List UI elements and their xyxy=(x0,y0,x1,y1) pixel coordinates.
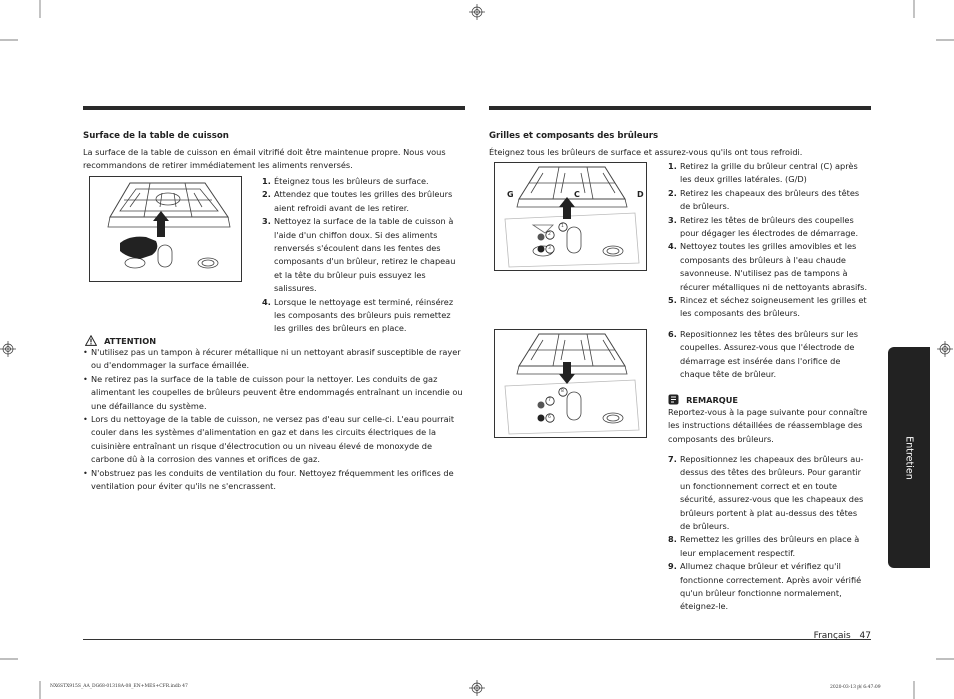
cooktop-cleaning-figure xyxy=(89,176,242,282)
left-step: 3. Nettoyez la surface de la table de cuisson à l'aide d'un chiffon doux. Si des aliments renversés s'écoulent dans les fentes des composants d'un brûleur, retirez le chapeau et la tête du brûleur puis essuyez les salissures. xyxy=(262,216,456,294)
attention-label: ATTENTION xyxy=(104,335,157,346)
grate-removal-figure xyxy=(494,162,647,271)
attention-list xyxy=(83,346,465,493)
right-step: 7. Repositionnez les chapeaux des brûleurs au-dessus des têtes des brûleurs. Pour garantir un fonctionnement correct et en toute sécurité, assurez-vous que les chapeaux des brûleurs portent à plat au-dessus des têtes de brûleurs. xyxy=(668,454,864,532)
right-heading: Grilles et composants des brûleurs xyxy=(489,131,659,141)
remarque-label: REMARQUE xyxy=(686,394,738,405)
left-step: 1. Éteignez tous les brûleurs de surface. xyxy=(262,176,429,186)
callout-2: 2 xyxy=(548,232,551,237)
left-step: 4. Lorsque le nettoyage est terminé, réinsérez les composants des brûleurs puis remettez les grilles des brûleurs en place. xyxy=(262,296,454,334)
right-header-rule xyxy=(489,106,871,110)
callout-8: 8 xyxy=(561,389,564,394)
attention-item: • N'obstruez pas les conduits de ventilation du four. Nettoyez fréquemment les orifices de ventilation pour éviter qu'ils ne s'encrassent. xyxy=(83,467,465,494)
right-steps-c xyxy=(668,453,868,614)
left-header-rule xyxy=(83,106,465,110)
left-heading: Surface de la table de cuisson xyxy=(83,131,229,141)
callout-3: 3 xyxy=(548,246,551,251)
right-intro: Éteignez tous les brûleurs de surface et assurez-vous qu'ils ont tous refroidi. xyxy=(489,147,803,157)
registration-mark-top xyxy=(469,4,485,20)
right-step: 3. Retirez les têtes de brûleurs des coupelles pour dégager les électrodes de démarrage. xyxy=(668,214,859,239)
footer-rule xyxy=(83,639,871,640)
print-date-info: 2020-03-13 ㎺ 6:47:09 xyxy=(830,685,881,690)
callout-6: 6 xyxy=(548,415,551,420)
right-step: 2. Retirez les chapeaux des brûleurs des têtes de brûleurs. xyxy=(668,187,860,212)
right-step: 9. Allumez chaque brûleur et vérifiez qu'il fonctionne correctement. Après avoir vérifié qu'un brûleur fonctionne normalement, éteignez-le. xyxy=(668,561,862,612)
right-step: 1. Retirez la grille du brûleur central (C) après les deux grilles latérales. (G/D) xyxy=(668,161,858,185)
figure-label-g: G xyxy=(507,190,514,199)
page-number: 47 xyxy=(859,631,871,641)
callout-7: 7 xyxy=(548,398,551,403)
remarque-header xyxy=(668,389,738,405)
burner-reassembly-figure xyxy=(494,329,647,438)
footer xyxy=(780,631,871,641)
callout-1: 1 xyxy=(561,224,564,229)
right-steps-b xyxy=(668,328,868,382)
note-icon xyxy=(668,394,679,405)
attention-item: • N'utilisez pas un tampon à récurer métallique ni un nettoyant abrasif susceptible de rayer ou d'endommager la surface émaillée. xyxy=(83,346,465,373)
right-step: 6. Repositionnez les têtes des brûleurs sur les coupelles. Assurez-vous que l'électrode de démarrage est insérée dans l'orifice de chaque tête de brûleur. xyxy=(668,329,859,380)
footer-language: Français xyxy=(813,631,851,641)
right-step: 5. Rincez et séchez soigneusement les grilles et les composants des brûleurs. xyxy=(668,295,867,319)
registration-mark-right xyxy=(937,341,953,357)
section-tab[interactable] xyxy=(888,347,930,568)
left-step: 2. Attendez que toutes les grilles des brûleurs aient refroidi avant de les retirer. xyxy=(262,189,453,213)
attention-item: • Lors du nettoyage de la table de cuisson, ne versez pas d'eau sur celle-ci. L'eau pourrait couler dans les systèmes d'alimentation en gaz et dans les circuits électriques de la cuisinière entraînant un risque d'électrocution ou un niveau élevé de monoxyde de carbone dû à la corrosion des vannes et orifices de gaz. xyxy=(83,413,465,467)
right-step: 4. Nettoyez toutes les grilles amovibles et les composants des brûleurs à l'eau chaude savonneuse. N'utilisez pas de tampons à récurer métalliques ni de nettoyants abrasifs. xyxy=(668,241,868,292)
left-steps xyxy=(262,175,462,336)
remarque-text: Reportez-vous à la page suivante pour connaître les instructions détaillées de réassemblage des composants des brûleurs. xyxy=(668,407,868,444)
attention-header xyxy=(85,330,157,346)
print-file-info: NX6STX915S_AA_DG68-01318A-08_EN+MES+CFR.indb 47 xyxy=(50,684,188,689)
right-step: 8. Remettez les grilles des brûleurs en place à leur emplacement respectif. xyxy=(668,534,860,558)
figure-label-c: C xyxy=(574,190,580,199)
attention-item: • Ne retirez pas la surface de la table de cuisson pour la nettoyer. Les conduits de gaz alimentant les coupelles de brûleurs peuvent être endommagés entraînant un incendie ou une défaillance du système. xyxy=(83,373,465,413)
warning-icon xyxy=(85,335,97,346)
section-tab-label: Entretien xyxy=(903,435,915,480)
registration-mark-left xyxy=(0,341,16,357)
right-steps-a xyxy=(668,160,868,321)
figure-label-d: D xyxy=(637,190,644,199)
left-intro: La surface de la table de cuisson en émail vitrifié doit être maintenue propre. Nous vous recommandons de retirer immédiatement les aliments renversés. xyxy=(83,147,446,171)
registration-mark-bottom xyxy=(469,680,485,696)
